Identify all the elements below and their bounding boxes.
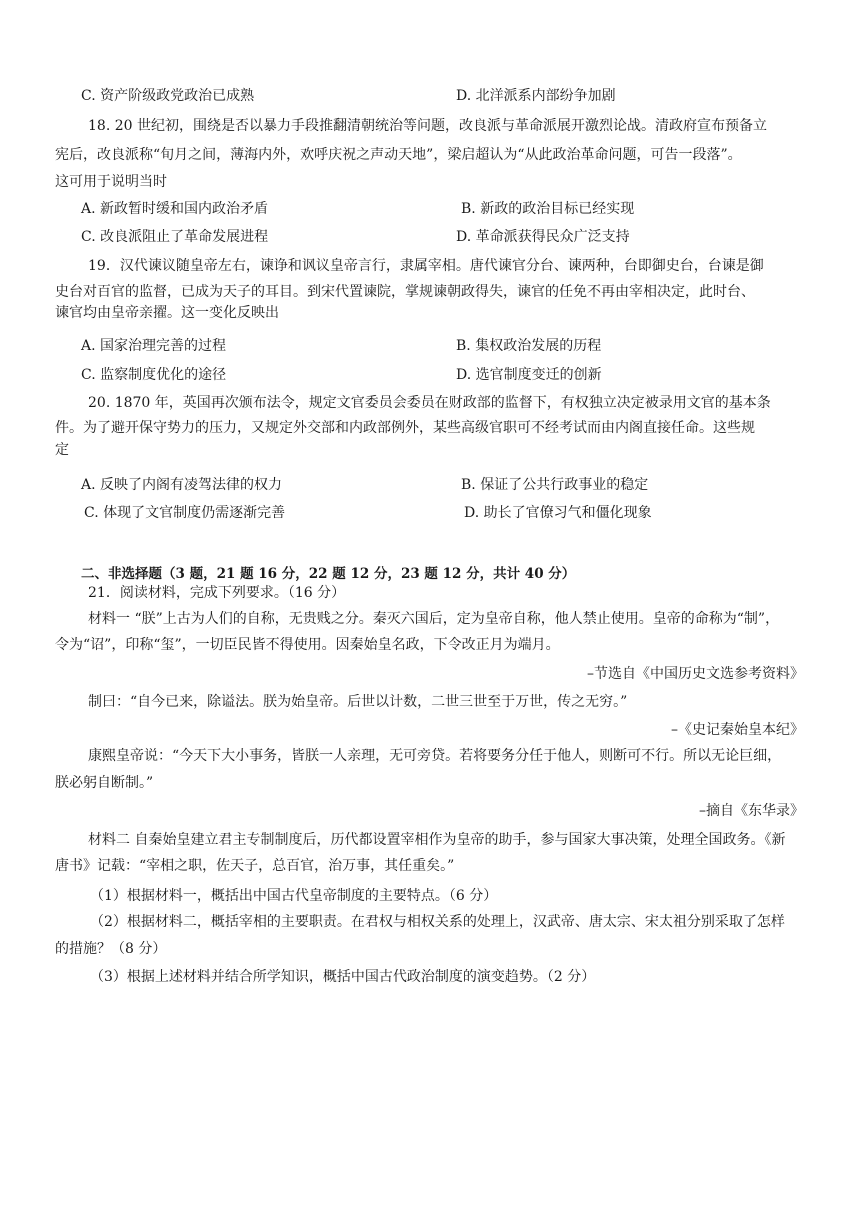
q21-requirement-1: （1）根据材料一，概括出中国古代皇帝制度的主要特点。（6 分）	[90, 888, 498, 904]
q21-kangxi-quote-line-2: 朕必躬自断制。”	[55, 775, 154, 791]
q21-material-2-line-1: 材料二 自秦始皇建立君主专制制度后，历代都设置宰相作为皇帝的助手，参与国家大事决策，处理全国政务。《新	[88, 832, 786, 848]
q21-requirement-2-line-2: 的措施？（8 分）	[55, 941, 167, 957]
q19-stem-line-1: 19．汉代谏议随皇帝左右，谏诤和讽议皇帝言行，隶属宰相。唐代谏官分台、谏两种，台即御史台，台谏是御	[88, 258, 764, 274]
q20-option-c: C. 体现了文官制度仍需逐渐完善	[84, 505, 286, 521]
q18-option-a: A. 新政暂时缓和国内政治矛盾	[81, 201, 269, 217]
q21-requirement-3: （3）根据上述材料并结合所学知识，概括中国古代政治制度的演变趋势。（2 分）	[90, 969, 596, 985]
q21-material-2-line-2: 唐书》记载：“宰相之职，佐天子，总百官，治万事，其任重矣。”	[55, 858, 455, 874]
q19-option-a: A. 国家治理完善的过程	[81, 338, 227, 354]
q18-stem-line-1: 18. 20 世纪初，围绕是否以暴力手段推翻清朝统治等问题，改良派与革命派展开激烈论战。清政府宣布预备立	[88, 118, 767, 134]
q18-option-d: D. 革命派获得民众广泛支持	[456, 229, 630, 245]
q20-option-a: A. 反映了内阁有凌驾法律的权力	[81, 477, 283, 493]
q18-stem-line-2: 宪后，改良派称“旬月之间，薄海内外，欢呼庆祝之声动天地”，梁启超认为“从此政治革命问题，可告一段落”。	[55, 147, 742, 163]
q19-option-b: B. 集权政治发展的历程	[456, 338, 602, 354]
q17-option-c: C. 资产阶级政党政治已成熟	[81, 88, 255, 104]
q21-requirement-2-line-1: （2）根据材料二，概括宰相的主要职责。在君权与相权关系的处理上，汉武帝、唐太宗、宋太祖分别采取了怎样	[90, 914, 785, 930]
q20-option-b: B. 保证了公共行政事业的稳定	[461, 477, 649, 493]
q21-kangxi-quote-line-1: 康熙皇帝说：“今天下大小事务，皆朕一人亲理，无可旁贷。若将要务分任于他人，则断可不行。所以无论巨细，	[88, 748, 782, 764]
q21-material-1-line-1: 材料一 “朕”上古为人们的自称，无贵贱之分。秦灭六国后，定为皇帝自称，他人禁止使用。皇帝的命称为“制”，	[88, 611, 780, 627]
q20-stem-line-1: 20. 1870 年，英国再次颁布法令，规定文官委员会委员在财政部的监督下，有权独立决定被录用文官的基本条	[88, 395, 771, 411]
q17-option-d: D. 北洋派系内部纷争加剧	[456, 88, 616, 104]
q21-intro: 21．阅读材料，完成下列要求。（16 分）	[88, 585, 346, 601]
q21-decree-source: –《史记秦始皇本纪》	[671, 722, 804, 738]
q18-option-b: B. 新政的政治目标已经实现	[461, 201, 635, 217]
q21-material-1-line-2: 令为“诏”，印称“玺”，一切臣民皆不得使用。因秦始皇名政，下令改正月为端月。	[55, 637, 560, 653]
q19-stem-line-3: 谏官均由皇帝亲擢。这一变化反映出	[55, 305, 279, 321]
q19-option-d: D. 选官制度变迁的创新	[456, 367, 602, 383]
q20-stem-line-2: 件。为了避开保守势力的压力，又规定外交部和内政部例外，某些高级官职可不经考试而由内阁直接任命。这些规	[55, 420, 755, 436]
q19-option-c: C. 监察制度优化的途径	[81, 367, 227, 383]
q20-option-d: D. 助长了官僚习气和僵化现象	[464, 505, 652, 521]
section-2-heading: 二、非选择题（3 题，21 题 16 分，22 题 12 分，23 题 12 分，共计 40 分）	[81, 566, 576, 582]
q21-decree-quote: 制曰：“自今已来，除谥法。朕为始皇帝。后世以计数，二世三世至于万世，传之无穷。”	[88, 694, 628, 710]
q18-option-c: C. 改良派阻止了革命发展进程	[81, 229, 269, 245]
q21-material-1-source: –节选自《中国历史文选参考资料》	[587, 666, 804, 682]
q20-stem-line-3: 定	[55, 442, 69, 458]
q18-stem-line-3: 这可用于说明当时	[55, 174, 167, 190]
q21-kangxi-source: –摘自《东华录》	[699, 803, 804, 819]
q19-stem-line-2: 史台对百官的监督，已成为天子的耳目。到宋代置谏院，掌规谏朝政得失，谏官的任免不再由宰相决定，此时台、	[55, 284, 755, 300]
